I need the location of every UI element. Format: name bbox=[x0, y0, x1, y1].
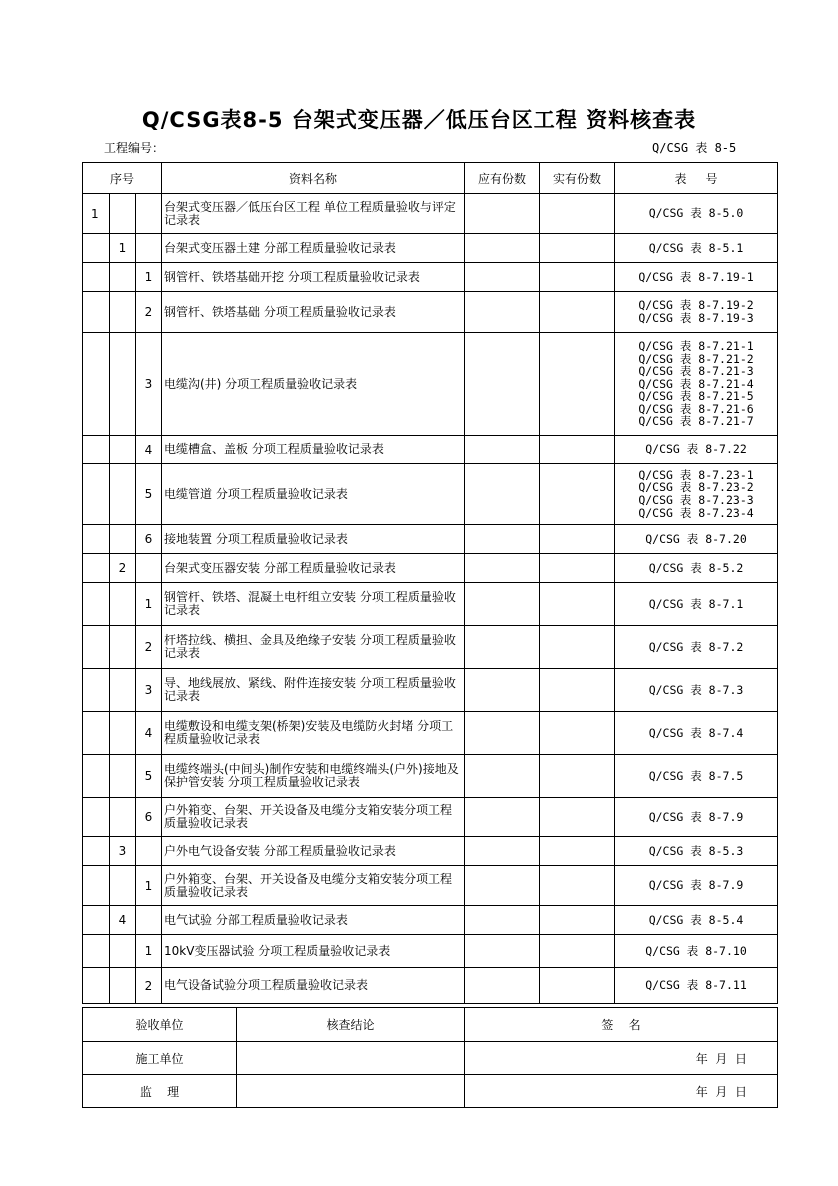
table-number-cell bbox=[615, 525, 778, 554]
expected-count-cell bbox=[465, 837, 540, 866]
seq-level2-cell bbox=[110, 798, 136, 837]
table-number-cell bbox=[615, 755, 778, 798]
actual-count-cell bbox=[540, 712, 615, 755]
document-name-cell: 台架式变压器安装 分部工程质量验收记录表 bbox=[162, 554, 465, 583]
table-row bbox=[83, 866, 778, 906]
table-row bbox=[83, 436, 778, 464]
seq-level1-cell bbox=[83, 906, 110, 935]
seq-level3-cell: 3 bbox=[136, 333, 162, 436]
expected-count-cell bbox=[465, 669, 540, 712]
document-name-cell: 10kV变压器试验 分项工程质量验收记录表 bbox=[162, 935, 465, 968]
expected-count-cell bbox=[465, 712, 540, 755]
table-number: Q/CSG 表 8-7.23-3 bbox=[638, 493, 754, 507]
actual-count-cell bbox=[540, 436, 615, 464]
table-row bbox=[83, 906, 778, 935]
table-number-cell bbox=[615, 866, 778, 906]
actual-count-cell bbox=[540, 583, 615, 626]
seq-level3-cell: 6 bbox=[136, 798, 162, 837]
document-name-cell: 导、地线展放、紧线、附件连接安装 分项工程质量验收记录表 bbox=[162, 669, 465, 712]
document-name-cell: 电气设备试验分项工程质量验收记录表 bbox=[162, 968, 465, 1004]
table-row bbox=[83, 464, 778, 525]
seq-level3-cell: 1 bbox=[136, 935, 162, 968]
table-number-cell bbox=[615, 935, 778, 968]
document-name-cell: 电缆槽盒、盖板 分项工程质量验收记录表 bbox=[162, 436, 465, 464]
table-number: Q/CSG 表 8-7.21-5 bbox=[638, 389, 754, 404]
document-name-cell: 电缆管道 分项工程质量验收记录表 bbox=[162, 464, 465, 525]
actual-count-cell bbox=[540, 968, 615, 1004]
actual-count-cell bbox=[540, 837, 615, 866]
check-conclusion-label: 核查结论 bbox=[237, 1008, 465, 1042]
construction-date: 年 月 日 bbox=[465, 1042, 778, 1075]
expected-count-cell bbox=[465, 525, 540, 554]
seq-level2-cell bbox=[110, 464, 136, 525]
expected-count-cell bbox=[465, 906, 540, 935]
table-row bbox=[83, 333, 778, 436]
seq-level3-cell bbox=[136, 194, 162, 234]
header-seq: 序号 bbox=[83, 163, 162, 194]
seq-level3-cell bbox=[136, 234, 162, 263]
document-name-cell: 户外电气设备安装 分部工程质量验收记录表 bbox=[162, 837, 465, 866]
seq-level1-cell bbox=[83, 866, 110, 906]
document-name-cell: 台架式变压器／低压台区工程 单位工程质量验收与评定记录表 bbox=[162, 194, 465, 234]
table-number-cell bbox=[615, 583, 778, 626]
table-number: Q/CSG 表 8-7.3 bbox=[648, 682, 744, 697]
expected-count-cell bbox=[465, 263, 540, 292]
table-number-cell bbox=[615, 554, 778, 583]
seq-level3-cell: 3 bbox=[136, 669, 162, 712]
document-name-cell: 电缆终端头(中间头)制作安装和电缆终端头(户外)接地及保护管安装 分项工程质量验收记录表 bbox=[162, 755, 465, 798]
seq-level2-cell: 1 bbox=[110, 234, 136, 263]
expected-count-cell bbox=[465, 333, 540, 436]
actual-count-cell bbox=[540, 234, 615, 263]
table-row bbox=[83, 935, 778, 968]
seq-level2-cell bbox=[110, 669, 136, 712]
table-number-cell bbox=[615, 234, 778, 263]
project-number-label: 工程编号： bbox=[104, 141, 165, 155]
table-row bbox=[83, 755, 778, 798]
expected-count-cell bbox=[465, 554, 540, 583]
seq-level1-cell bbox=[83, 837, 110, 866]
table-row bbox=[83, 583, 778, 626]
seq-level1-cell: 1 bbox=[83, 194, 110, 234]
actual-count-cell bbox=[540, 669, 615, 712]
actual-count-cell bbox=[540, 935, 615, 968]
table-row bbox=[83, 798, 778, 837]
header-row bbox=[83, 163, 778, 194]
seq-level3-cell bbox=[136, 837, 162, 866]
table-number: Q/CSG 表 8-5.3 bbox=[648, 843, 744, 858]
table-row bbox=[83, 263, 778, 292]
document-name-cell: 电气试验 分部工程质量验收记录表 bbox=[162, 906, 465, 935]
seq-level2-cell: 4 bbox=[110, 906, 136, 935]
document-name-cell: 电缆沟(井) 分项工程质量验收记录表 bbox=[162, 333, 465, 436]
actual-count-cell bbox=[540, 906, 615, 935]
table-number-cell bbox=[615, 837, 778, 866]
seq-level3-cell: 2 bbox=[136, 968, 162, 1004]
table-number: Q/CSG 表 8-7.23-1 bbox=[638, 467, 754, 482]
seq-level1-cell bbox=[83, 968, 110, 1004]
table-number: Q/CSG 表 8-7.23-2 bbox=[638, 480, 754, 495]
table-number: Q/CSG 表 8-7.5 bbox=[648, 768, 744, 783]
header-name: 资料名称 bbox=[162, 163, 465, 194]
seq-level2-cell bbox=[110, 194, 136, 234]
seq-level3-cell: 6 bbox=[136, 525, 162, 554]
document-name-cell: 钢管杆、铁塔、混凝土电杆组立安装 分项工程质量验收记录表 bbox=[162, 583, 465, 626]
table-number: Q/CSG 表 8-5.2 bbox=[648, 560, 744, 575]
supervision-conclusion-cell bbox=[237, 1075, 465, 1108]
seq-level2-cell bbox=[110, 755, 136, 798]
table-number: Q/CSG 表 8-7.21-1 bbox=[638, 338, 754, 353]
document-name-cell: 户外箱变、台架、开关设备及电缆分支箱安装分项工程质量验收记录表 bbox=[162, 798, 465, 837]
seq-level3-cell: 1 bbox=[136, 866, 162, 906]
expected-count-cell bbox=[465, 968, 540, 1004]
table-row bbox=[83, 626, 778, 669]
table-row bbox=[83, 968, 778, 1004]
table-row bbox=[83, 525, 778, 554]
seq-level3-cell: 4 bbox=[136, 712, 162, 755]
seq-level3-cell: 4 bbox=[136, 436, 162, 464]
table-number: Q/CSG 表 8-7.2 bbox=[648, 639, 744, 654]
seq-level1-cell bbox=[83, 234, 110, 263]
supervision-date: 年 月 日 bbox=[465, 1075, 778, 1108]
seq-level2-cell bbox=[110, 626, 136, 669]
table-row bbox=[83, 554, 778, 583]
table-number: Q/CSG 表 8-7.19-2 bbox=[638, 298, 754, 313]
seq-level2-cell: 3 bbox=[110, 837, 136, 866]
table-number: Q/CSG 表 8-7.1 bbox=[648, 596, 744, 611]
seq-level1-cell bbox=[83, 554, 110, 583]
table-row bbox=[83, 837, 778, 866]
seq-level1-cell bbox=[83, 583, 110, 626]
table-number-cell bbox=[615, 626, 778, 669]
table-number: Q/CSG 表 8-7.9 bbox=[648, 878, 744, 893]
document-name-cell: 电缆敷设和电缆支架(桥架)安装及电缆防火封堵 分项工程质量验收记录表 bbox=[162, 712, 465, 755]
seq-level3-cell bbox=[136, 554, 162, 583]
seq-level2-cell bbox=[110, 525, 136, 554]
table-number-cell bbox=[615, 263, 778, 292]
table-number-cell bbox=[615, 194, 778, 234]
seq-level1-cell bbox=[83, 712, 110, 755]
check-table bbox=[82, 162, 778, 1004]
expected-count-cell bbox=[465, 234, 540, 263]
seq-level1-cell bbox=[83, 669, 110, 712]
seq-level2-cell bbox=[110, 968, 136, 1004]
form-code: Q/CSG 表 8-5 bbox=[652, 141, 737, 155]
seq-level3-cell: 1 bbox=[136, 583, 162, 626]
expected-count-cell bbox=[465, 583, 540, 626]
seq-level1-cell bbox=[83, 935, 110, 968]
table-row bbox=[83, 194, 778, 234]
seq-level2-cell bbox=[110, 263, 136, 292]
seq-level2-cell bbox=[110, 583, 136, 626]
supervision-label: 监 理 bbox=[83, 1075, 237, 1108]
table-number-cell bbox=[615, 906, 778, 935]
table-number: Q/CSG 表 8-7.22 bbox=[645, 442, 747, 457]
table-number-cell bbox=[615, 333, 778, 436]
expected-count-cell bbox=[465, 194, 540, 234]
seq-level1-cell bbox=[83, 626, 110, 669]
actual-count-cell bbox=[540, 263, 615, 292]
table-number-cell bbox=[615, 464, 778, 525]
footer-table bbox=[82, 1007, 778, 1108]
table-row bbox=[83, 712, 778, 755]
document-name-cell: 杆塔拉线、横担、金具及绝缘子安装 分项工程质量验收记录表 bbox=[162, 626, 465, 669]
seq-level1-cell bbox=[83, 333, 110, 436]
table-number: Q/CSG 表 8-7.21-4 bbox=[638, 376, 754, 391]
seq-level1-cell bbox=[83, 436, 110, 464]
table-number: Q/CSG 表 8-5.4 bbox=[648, 912, 744, 927]
actual-count-cell bbox=[540, 798, 615, 837]
actual-count-cell bbox=[540, 554, 615, 583]
seq-level1-cell bbox=[83, 798, 110, 837]
document-name-cell: 台架式变压器土建 分部工程质量验收记录表 bbox=[162, 234, 465, 263]
seq-level3-cell: 5 bbox=[136, 464, 162, 525]
table-number: Q/CSG 表 8-7.10 bbox=[645, 943, 747, 958]
seq-level3-cell: 5 bbox=[136, 755, 162, 798]
seq-level1-cell bbox=[83, 263, 110, 292]
table-number: Q/CSG 表 8-7.21-7 bbox=[638, 414, 754, 429]
table-number: Q/CSG 表 8-7.4 bbox=[648, 725, 744, 740]
expected-count-cell bbox=[465, 292, 540, 333]
expected-count-cell bbox=[465, 866, 540, 906]
actual-count-cell bbox=[540, 464, 615, 525]
actual-count-cell bbox=[540, 525, 615, 554]
table-number-cell bbox=[615, 669, 778, 712]
document-name-cell: 钢管杆、铁塔基础 分项工程质量验收记录表 bbox=[162, 292, 465, 333]
seq-level3-cell: 2 bbox=[136, 292, 162, 333]
seq-level3-cell: 1 bbox=[136, 263, 162, 292]
table-number: Q/CSG 表 8-7.20 bbox=[645, 531, 747, 546]
seq-level1-cell bbox=[83, 755, 110, 798]
supervision-row bbox=[83, 1075, 778, 1108]
table-number: Q/CSG 表 8-7.19-3 bbox=[638, 311, 754, 325]
seq-level3-cell: 2 bbox=[136, 626, 162, 669]
table-number: Q/CSG 表 8-7.9 bbox=[648, 809, 744, 824]
header-expected: 应有份数 bbox=[465, 163, 540, 194]
expected-count-cell bbox=[465, 935, 540, 968]
actual-count-cell bbox=[540, 333, 615, 436]
table-number: Q/CSG 表 8-7.21-3 bbox=[638, 364, 754, 379]
seq-level2-cell bbox=[110, 712, 136, 755]
table-row bbox=[83, 234, 778, 263]
seq-level2-cell: 2 bbox=[110, 554, 136, 583]
table-number: Q/CSG 表 8-7.19-1 bbox=[638, 269, 754, 284]
seq-level2-cell bbox=[110, 292, 136, 333]
actual-count-cell bbox=[540, 292, 615, 333]
expected-count-cell bbox=[465, 755, 540, 798]
header-actual: 实有份数 bbox=[540, 163, 615, 194]
seq-level1-cell bbox=[83, 464, 110, 525]
seq-level2-cell bbox=[110, 935, 136, 968]
table-number-cell bbox=[615, 798, 778, 837]
table-row bbox=[83, 669, 778, 712]
table-number: Q/CSG 表 8-7.23-4 bbox=[638, 505, 754, 520]
document-name-cell: 钢管杆、铁塔基础开挖 分项工程质量验收记录表 bbox=[162, 263, 465, 292]
table-number: Q/CSG 表 8-7.11 bbox=[645, 978, 747, 993]
accept-unit-label: 验收单位 bbox=[83, 1008, 237, 1042]
construction-row bbox=[83, 1042, 778, 1075]
table-number-cell bbox=[615, 292, 778, 333]
construction-conclusion-cell bbox=[237, 1042, 465, 1075]
table-number-cell bbox=[615, 968, 778, 1004]
actual-count-cell bbox=[540, 626, 615, 669]
actual-count-cell bbox=[540, 194, 615, 234]
expected-count-cell bbox=[465, 798, 540, 837]
document-name-cell: 户外箱变、台架、开关设备及电缆分支箱安装分项工程质量验收记录表 bbox=[162, 866, 465, 906]
table-number: Q/CSG 表 8-7.21-2 bbox=[638, 351, 754, 366]
seq-level3-cell bbox=[136, 906, 162, 935]
footer-header-row bbox=[83, 1008, 778, 1042]
actual-count-cell bbox=[540, 866, 615, 906]
construction-unit-label: 施工单位 bbox=[83, 1042, 237, 1075]
table-number-cell bbox=[615, 436, 778, 464]
seq-level2-cell bbox=[110, 866, 136, 906]
table-number: Q/CSG 表 8-5.0 bbox=[648, 206, 744, 221]
expected-count-cell bbox=[465, 436, 540, 464]
seq-level1-cell bbox=[83, 525, 110, 554]
table-number-cell bbox=[615, 712, 778, 755]
seq-level1-cell bbox=[83, 292, 110, 333]
table-number: Q/CSG 表 8-5.1 bbox=[648, 240, 744, 255]
page-title: Q/CSG表8-5 台架式变压器／低压台区工程 资料核查表 bbox=[141, 108, 697, 132]
expected-count-cell bbox=[465, 464, 540, 525]
seq-level2-cell bbox=[110, 436, 136, 464]
table-number: Q/CSG 表 8-7.21-6 bbox=[638, 401, 754, 416]
header-table-no: 表 号 bbox=[615, 163, 778, 194]
expected-count-cell bbox=[465, 626, 540, 669]
table-row bbox=[83, 292, 778, 333]
sign-label: 签 名 bbox=[465, 1008, 778, 1042]
seq-level2-cell bbox=[110, 333, 136, 436]
document-name-cell: 接地装置 分项工程质量验收记录表 bbox=[162, 525, 465, 554]
actual-count-cell bbox=[540, 755, 615, 798]
